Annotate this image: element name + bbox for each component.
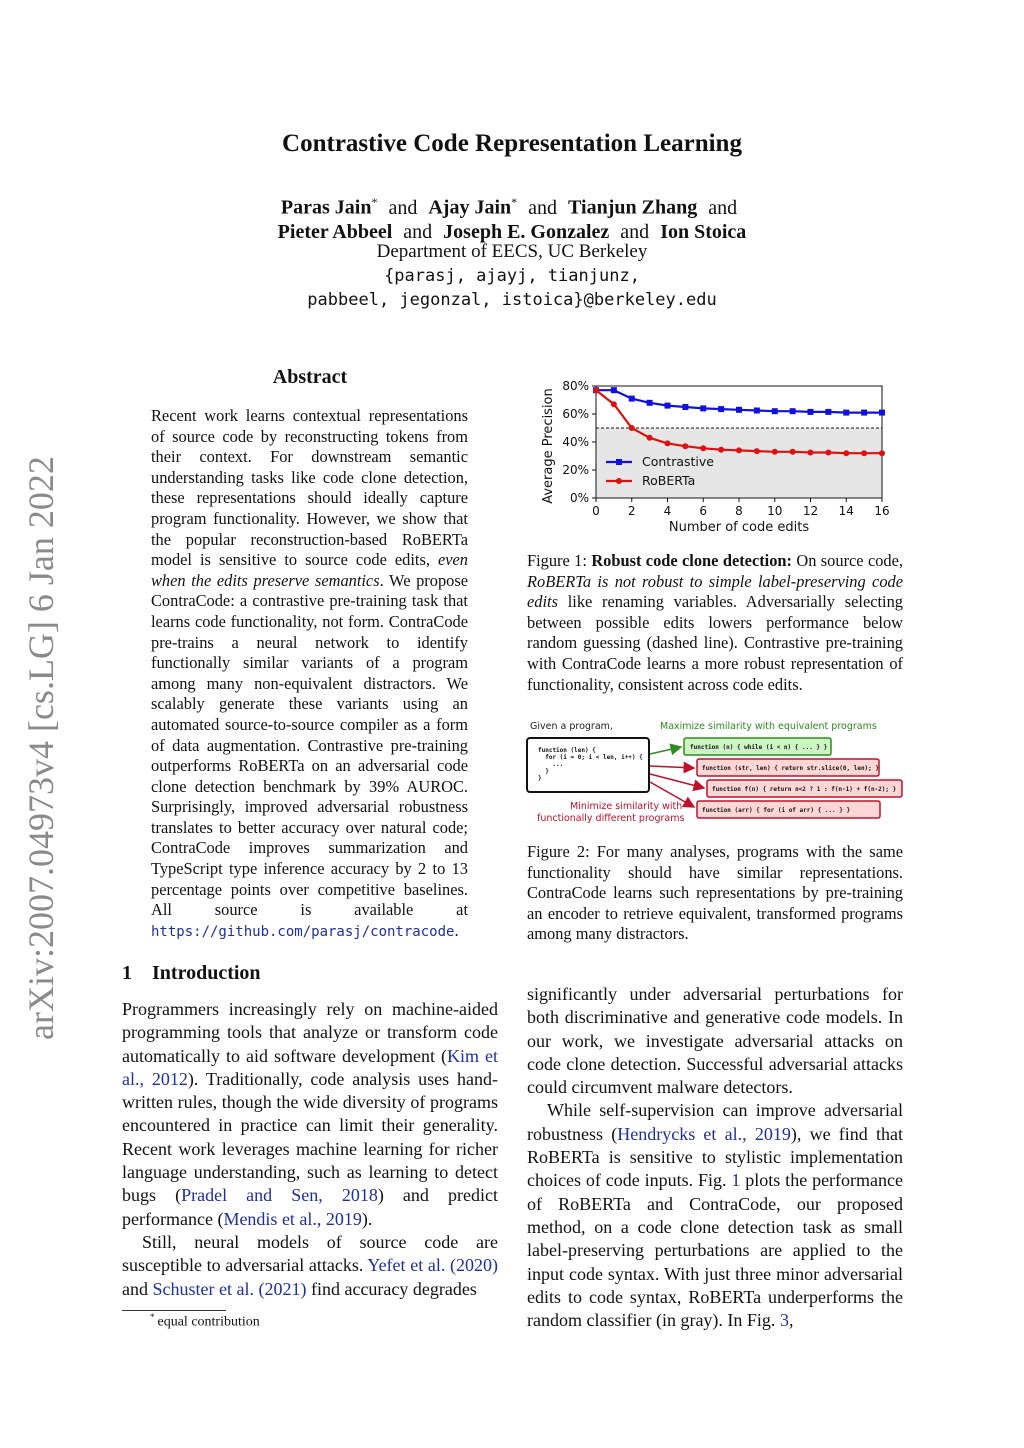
data-point: [772, 449, 778, 455]
data-point: [861, 410, 867, 416]
caption-italic: RoBERTa is not robust to simple label-preserving code edits: [527, 571, 903, 612]
intro-right-column: [527, 983, 903, 1332]
data-point: [682, 404, 688, 410]
legend-label: RoBERTa: [642, 473, 696, 488]
and-connector: and: [403, 220, 433, 243]
figure1-chart: [534, 370, 900, 542]
code-line: for (i = 0; i < len, i++) {: [538, 754, 643, 761]
data-point: [736, 407, 742, 413]
affiliation: Department of EECS, UC Berkeley: [376, 241, 648, 262]
legend-marker: [616, 478, 622, 484]
data-point: [843, 450, 849, 456]
text: While self-supervision can improve adversarial robustness (: [527, 1100, 903, 1144]
footnote-text: equal contribution: [157, 1314, 260, 1330]
and-connector: and: [388, 196, 418, 219]
positive-code: function (n) { while (i < n) { ... } }: [690, 744, 828, 751]
and-connector: and: [708, 196, 738, 219]
data-point: [647, 400, 653, 406]
and-connector: and: [620, 220, 650, 243]
given-label: Given a program,: [530, 721, 613, 732]
data-point: [754, 448, 760, 454]
text: and: [122, 1278, 153, 1299]
data-point: [718, 447, 724, 453]
author-line-1: [0, 190, 1024, 220]
x-tick-label: 10: [767, 504, 783, 518]
and-connector: and: [528, 196, 558, 219]
author-name: Paras Jain: [280, 196, 372, 219]
abstract-body: [151, 406, 468, 942]
abstract-text: Recent work learns contextual representations of source code by reconstructing tokens from their context. For downstream semantic understanding tasks like code clone detection, these representations should ideally capture program functionality. However, we show that the popular reconstruction-based RoBERTa model is sensitive to source code edits,: [151, 406, 468, 570]
data-point: [629, 425, 635, 431]
text: plots the performance of RoBERTa and ContraCode, our proposed method, on a code clone detection task as small label-preserving perturbations are applied to the input code syntax. With just three minor adversarial edits to code syntax, RoBERTa underperforms the random classifier (in gray). In Fig.: [527, 1170, 904, 1331]
footnote-rule: [122, 1310, 226, 1311]
abstract-text: . We propose ContraCode: a contrastive pre-training task that learns code functionality, not form. ContraCode pre-trains a neural network to identify functionally similar variants of a program among many non-equivalent distractors. We scalably generate these variants using an automated source-to-source compiler as a form of data augmentation. Contrastive pre-training outperforms RoBERTa on an adversarial code clone detection benchmark by 39% AUROC. Surprisingly, improved adversarial robustness translates to better accuracy over natural code; ContraCode improves summarization and TypeScript type inference accuracy by 2 to 13 percentage points over competitive baselines. All source is available at: [151, 570, 468, 920]
figure2-diagram: [524, 714, 908, 830]
data-point: [790, 408, 796, 414]
abstract-heading: Abstract: [272, 366, 348, 388]
similarity-arrow: [650, 747, 681, 754]
paragraph: [527, 1099, 903, 1332]
minimize-label: functionally different programs: [537, 813, 685, 824]
x-tick-label: 2: [627, 504, 636, 518]
citation-link[interactable]: Pradel and Sen, 2018: [181, 1185, 378, 1206]
figure-ref-link[interactable]: 1: [731, 1170, 741, 1191]
text: ). Traditionally, code analysis uses hand-written rules, though the wide diversity of programs encountered in practice can limit their generality. Recent work leverages machine learning for richer language understanding, such as learning to detect bugs (: [122, 1068, 498, 1206]
email-line: {parasj, ajayj, tianjunz,: [384, 266, 640, 286]
data-point: [611, 387, 617, 393]
paragraph: significantly under adversarial perturbations for both discriminative and generative code models. In our work, we investigate adversarial attacks on code clone detection. Successful adversarial attacks could circumvent malware detectors.: [527, 984, 903, 1098]
negative-code: function f(n) { return n<2 ? 1 : f(n-1) + f(n-2); }: [712, 786, 897, 793]
data-point: [611, 401, 617, 407]
data-point: [700, 445, 706, 451]
data-point: [825, 409, 831, 415]
abstract-end: .: [454, 920, 459, 940]
x-tick-label: 6: [699, 504, 708, 518]
x-tick-label: 8: [735, 504, 743, 518]
y-tick-label: 40%: [562, 435, 589, 449]
citation-link[interactable]: Mendis et al., 2019: [223, 1208, 362, 1229]
citation-link[interactable]: Yefet et al. (2020): [367, 1255, 498, 1276]
abstract-italic: even when the edits preserve semantics: [151, 550, 468, 590]
data-point: [718, 406, 724, 412]
arxiv-stamp: arXiv:2007.04973v4 [cs.LG] 6 Jan 2022: [21, 456, 61, 1040]
negative-code: function (arr) { for (i of arr) { ... } }: [702, 807, 851, 814]
text: Still, neural models of source code are susceptible to adversarial attacks.: [122, 1231, 498, 1276]
email-block: [0, 264, 1024, 312]
y-tick-label: 60%: [562, 407, 589, 421]
text: Programmers increasingly rely on machine-aided programming tools that analyze or transform code automatically to aid software development (: [122, 999, 498, 1066]
section-number: 1: [122, 962, 132, 984]
email-line: pabbeel, jegonzal, istoica}@berkeley.edu: [307, 290, 717, 310]
author-name: Tianjun Zhang: [568, 196, 698, 219]
data-point: [772, 408, 778, 414]
x-tick-label: 12: [802, 504, 819, 518]
data-point: [808, 450, 814, 456]
data-point: [879, 410, 885, 416]
data-point: [629, 396, 635, 402]
author-name: Ion Stoica: [660, 220, 747, 243]
code-line: ...: [538, 761, 564, 768]
caption-bold: Robust code clone detection:: [591, 551, 793, 570]
figure-label: Figure 1:: [527, 551, 587, 570]
y-axis-label: Average Precision: [541, 388, 556, 504]
x-tick-label: 4: [663, 504, 672, 518]
code-line: function (len) {: [538, 747, 596, 754]
data-point: [843, 410, 849, 416]
text: ) and predict performance (: [122, 1185, 498, 1229]
footnote: [150, 1312, 260, 1331]
text: ), we find that RoBERTa is sensitive to stylistic implementation choices of code inputs. Fig.: [527, 1123, 903, 1191]
caption-text: like renaming variables. Adversarially selecting between possible edits lowers performance below random guessing (dashed line). Contrastive pre-training with ContraCode learns a more robust representation of functionality, consistent across code edits.: [527, 592, 903, 694]
author-name: Joseph E. Gonzalez: [443, 220, 610, 243]
minimize-label: Minimize similarity with: [570, 801, 683, 812]
citation-link[interactable]: Kim et al., 2012: [122, 1045, 498, 1089]
legend-label: Contrastive: [642, 454, 714, 469]
code-line: }: [538, 768, 549, 775]
section-heading: [122, 962, 261, 985]
intro-left-column: [122, 998, 498, 1301]
figure-ref-link[interactable]: 3: [779, 1310, 789, 1331]
citation-link[interactable]: Schuster et al. (2021): [152, 1278, 307, 1299]
paragraph: [122, 1231, 498, 1301]
data-point: [790, 449, 796, 455]
random-region: [596, 428, 882, 498]
data-point: [825, 450, 831, 456]
y-tick-label: 80%: [562, 379, 589, 393]
footnote-mark: *: [150, 1312, 155, 1322]
dissimilarity-arrow: [650, 766, 694, 768]
data-point: [736, 447, 742, 453]
x-tick-label: 14: [838, 504, 854, 518]
paper-title: Contrastive Code Representation Learning: [282, 130, 742, 157]
section-title: Introduction: [152, 962, 261, 984]
x-tick-label: 16: [874, 504, 890, 518]
code-line: }: [538, 775, 542, 782]
author-name: Pieter Abbeel: [277, 220, 393, 243]
text: ,: [788, 1310, 794, 1331]
text: find accuracy degrades: [306, 1278, 477, 1299]
citation-link[interactable]: Hendrycks et al., 2019: [617, 1123, 791, 1144]
caption-text: On source code,: [792, 551, 903, 570]
author-list: [0, 190, 1024, 244]
data-point: [879, 450, 885, 456]
y-tick-label: 0%: [569, 491, 589, 505]
y-tick-label: 20%: [562, 463, 589, 477]
negative-code: function (str, len) { return str.slice(0, len); }: [702, 765, 880, 772]
data-point: [861, 450, 867, 456]
author-name: Ajay Jain: [428, 196, 512, 219]
x-axis-label: Number of code edits: [668, 520, 810, 535]
x-tick-label: 0: [592, 504, 600, 518]
data-point: [647, 435, 653, 441]
data-point: [682, 443, 688, 449]
paragraph: [122, 998, 498, 1231]
data-point: [700, 405, 706, 411]
legend-marker: [616, 459, 622, 465]
maximize-label: Maximize similarity with equivalent programs: [660, 721, 877, 732]
data-point: [808, 409, 814, 415]
data-point: [665, 403, 671, 409]
text: ).: [361, 1208, 373, 1229]
data-point: [593, 387, 599, 393]
data-point: [665, 440, 671, 446]
figure2-caption: Figure 2: For many analyses, programs with the same functionality should have similar representations. ContraCode learns such representations by pre-training an encoder to retrieve equivalent, transformed programs among many distractors.: [527, 842, 903, 944]
figure1-caption: [527, 551, 903, 695]
data-point: [754, 408, 760, 414]
repo-link[interactable]: https://github.com/parasj/contracode: [151, 923, 455, 940]
author-mark: *: [371, 195, 378, 209]
author-mark: *: [511, 195, 518, 209]
